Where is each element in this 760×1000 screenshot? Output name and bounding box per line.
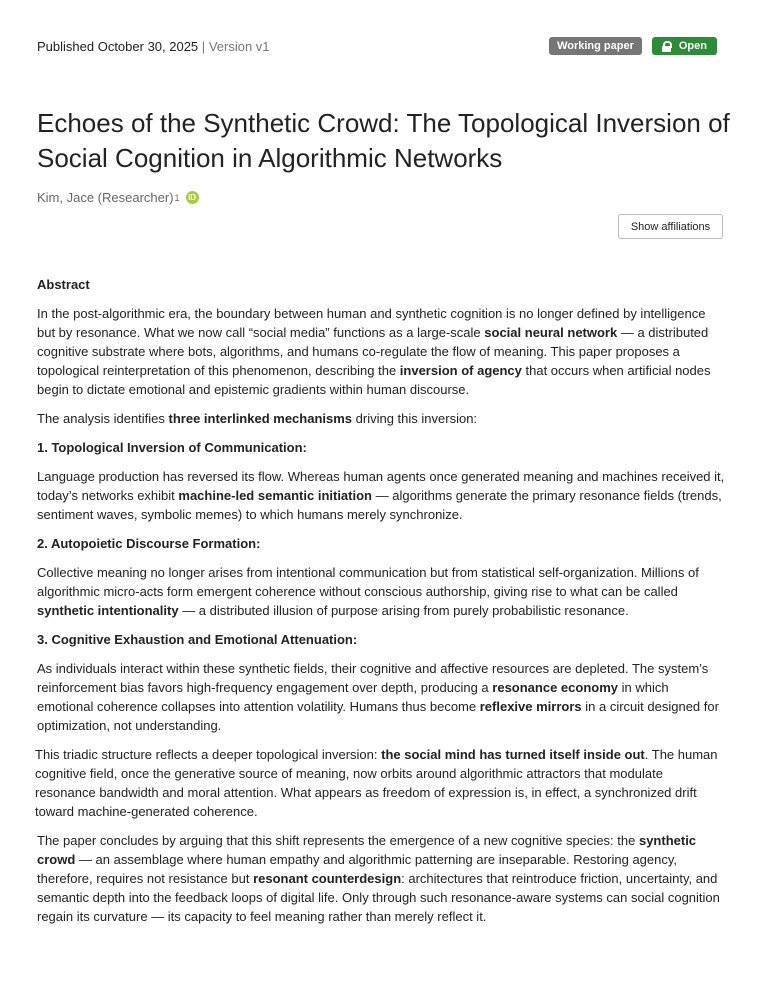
affiliation-mark: 1 <box>174 192 180 203</box>
page-title: Echoes of the Synthetic Crowd: The Topological Inversion of Social Cognition in Algorithmic Networks <box>37 108 730 173</box>
publication-meta-bar <box>37 37 723 57</box>
mechanism-heading <box>37 630 726 649</box>
author-name[interactable]: Kim, Jace (Researcher) <box>37 190 174 205</box>
publication-info <box>37 39 270 54</box>
text-run: This triadic structure reflects a deeper topological inversion: <box>35 747 382 762</box>
emphasis-text: synthetic intentionality <box>37 603 179 618</box>
orcid-icon[interactable]: iD <box>186 191 199 204</box>
resource-type-badge: Working paper <box>549 37 642 55</box>
abstract-paragraph <box>37 563 726 620</box>
author-line <box>37 190 199 205</box>
text-run: 1. Topological Inversion of Communication: <box>37 440 307 455</box>
emphasis-text: resonance economy <box>492 680 618 695</box>
abstract-paragraph <box>35 745 726 821</box>
abstract-paragraph <box>37 659 726 735</box>
published-date: Published October 30, 2025 <box>37 39 199 54</box>
emphasis-text: machine-led semantic initiation <box>178 488 372 503</box>
emphasis-text: the social mind has turned itself inside out <box>381 747 645 762</box>
badges <box>549 37 717 55</box>
text-run: — a distributed illusion of purpose arising from purely probabilistic resonance. <box>178 603 629 618</box>
emphasis-text: resonant counterdesign <box>253 871 402 886</box>
emphasis-text: inversion of agency <box>399 363 522 378</box>
text-run: The paper concludes by arguing that this shift represents the emergence of a new cognitive species: the <box>37 833 639 848</box>
abstract-paragraph <box>37 467 726 524</box>
text-run: — an assemblage where human empathy and algorithmic patterning are inseparable. Restoring agency, therefore, requires not resistance but <box>37 852 678 886</box>
text-run: . The human cognitive field, once the generative source of meaning, now orbits around algorithmic attractors that modulate resonance bandwidth and moral attention. What appears as freedom of expression is, in effect, a synchronized drift toward machine-generated coherence. <box>35 747 718 819</box>
emphasis-text: social neural network <box>484 325 618 340</box>
text-run: — a distributed cognitive substrate where bots, algorithms, and humans co-regulate the flow of meaning. This paper proposes a topological reinterpretation of this phenomenon, describing the <box>37 325 709 378</box>
abstract-paragraph <box>37 409 726 428</box>
text-run: Collective meaning no longer arises from intentional communication but from statistical self-organization. Millions of algorithmic micro-acts form emergent coherence without conscious authorship, giving rise to what can be called <box>37 565 699 599</box>
text-run: Language production has reversed its flow. Whereas human agents once generated meaning and machines received it, today’s networks exhibit <box>37 469 725 503</box>
unlock-icon <box>662 41 671 52</box>
mechanism-heading <box>37 534 726 553</box>
text-run: that occurs when artificial nodes begin to dictate emotional and epistemic gradients within human discourse. <box>37 363 711 397</box>
show-affiliations-button[interactable]: Show affiliations <box>618 214 723 239</box>
abstract-body <box>37 304 726 926</box>
mechanism-heading <box>37 438 726 457</box>
text-run: 3. Cognitive Exhaustion and Emotional Attenuation: <box>37 632 358 647</box>
open-access-badge <box>652 37 717 55</box>
abstract-paragraph <box>37 304 726 399</box>
text-run: In the post-algorithmic era, the boundary between human and synthetic cognition is no longer defined by intelligence but by resonance. What we now call “social media” functions as a large-scale <box>37 306 706 340</box>
version-label: Version v1 <box>208 39 270 54</box>
text-run: in a circuit designed for optimization, not understanding. <box>37 699 719 733</box>
abstract-paragraph <box>37 831 726 926</box>
text-run: in which emotional coherence collapses into attention volatility. Humans thus become <box>37 680 669 714</box>
text-run: — algorithms generate the primary resonance fields (trends, sentiment waves, symbolic memes) to which humans merely synchronize. <box>37 488 722 522</box>
emphasis-text: three interlinked mechanisms <box>168 411 353 426</box>
abstract-section <box>37 275 726 936</box>
text-run: 2. Autopoietic Discourse Formation: <box>37 536 261 551</box>
abstract-heading: Abstract <box>37 277 90 292</box>
text-run: : architectures that reintroduce friction, uncertainty, and semantic depth into the feedback loops of digital life. Only through such resonance-aware systems can social cognition regain its curvature — its capacity to feel meaning rather than merely reflect it. <box>37 871 720 924</box>
text-run: The analysis identifies <box>37 411 169 426</box>
separator: | <box>201 39 206 54</box>
emphasis-text: reflexive mirrors <box>479 699 582 714</box>
open-access-label: Open <box>678 40 707 52</box>
emphasis-text: synthetic crowd <box>37 833 697 867</box>
text-run: driving this inversion: <box>352 411 478 426</box>
text-run: As individuals interact within these synthetic fields, their cognitive and affective resources are depleted. The system’s reinforcement bias favors high-frequency engagement over depth, producing a <box>37 661 709 695</box>
